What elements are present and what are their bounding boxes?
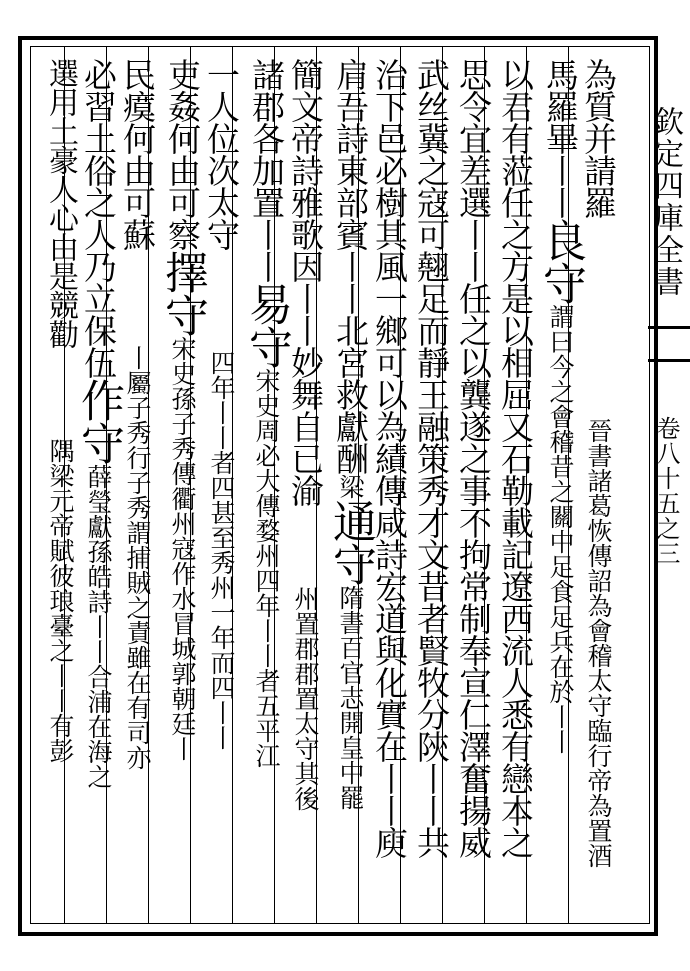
entry-heading: 良 — [535, 218, 586, 261]
annotation-text: 隅梁元帝賦彼琅臺之丨丨有彭 — [46, 438, 75, 763]
page-margin — [648, 36, 690, 936]
annotation-text: 隋書百官志開皇中罷 — [336, 585, 365, 810]
text-column-9 — [241, 58, 292, 768]
annotation-text: 宋史孫子秀傳衢州寇作水冒城郭朝廷丨 — [168, 336, 197, 761]
annotation-text: 謂曰今之會稽昔之關中足食足兵在於丨丨 — [546, 304, 575, 754]
column-text: 治下邑必樹其風一鄉可以為績傳咸詩宏道與化實在丨丨庾 — [370, 58, 409, 858]
annotation-text: 宋史周必大傳婺州四年丨丨者五平江 — [252, 368, 281, 768]
fishtail-mark — [648, 326, 690, 362]
text-column-6 — [369, 58, 409, 858]
column-text: 馬羅畢丨丨 — [541, 58, 580, 218]
volume-label: 卷八十五之三 — [652, 416, 680, 566]
entry-heading: 通 — [325, 499, 376, 542]
column-text: 選用土豪人心由是競勸 — [43, 58, 78, 348]
text-column-7 — [325, 58, 376, 810]
annotation-text: 州置郡郡置太守其後 — [291, 586, 320, 811]
entry-heading: 守 — [325, 542, 376, 585]
column-text: 吏姦何由可察 — [163, 58, 202, 250]
column-text: 為質并請羅 — [579, 58, 618, 218]
column-text: 一人位次太守 — [202, 58, 241, 250]
column-text: 必習土俗之人乃立保伍 — [79, 58, 118, 378]
annotation-text: 丨屬子秀行子秀謂捕賊之責雖在有司亦 — [123, 345, 152, 770]
text-column-1 — [578, 58, 618, 868]
text-column-2 — [535, 58, 586, 754]
text-column-13 — [73, 58, 124, 789]
text-column-4 — [453, 58, 493, 858]
annotation-text: 四年丨丨者四甚至秀州一年而四丨丨 — [207, 350, 236, 750]
book-title: 欽定四庫全書 — [648, 106, 683, 298]
entry-heading: 守 — [157, 293, 208, 336]
text-column-10 — [201, 58, 241, 750]
column-text: 簡文帝詩雅歌因丨丨妙舞自已渝 — [286, 58, 325, 506]
column-text: 肩吾詩東部賓丨丨北宮救獻酬 — [331, 58, 370, 474]
text-column-8 — [285, 58, 325, 811]
entry-heading: 守 — [73, 421, 124, 464]
annotation-text: 薛瑩獻孫皓詩丨丨合浦在海之 — [84, 464, 113, 789]
entry-heading: 擇 — [157, 250, 208, 293]
entry-heading: 守 — [241, 325, 292, 368]
column-text: 諸郡各加置丨丨 — [247, 58, 286, 282]
column-text: 武丝冀之寇可翹足而靜王融策秀才文昔者賢牧分陝丨丨共 — [412, 58, 451, 858]
column-text: 思令宜差選丨丨任之以龔遂之事不拘常制奉宣仁澤奮揚威 — [454, 58, 493, 858]
column-text: 民瘼何由可蘇 — [118, 58, 157, 250]
entry-heading: 作 — [73, 378, 124, 421]
entry-heading: 守 — [535, 261, 586, 304]
annotation-text: 梁 — [336, 474, 365, 499]
annotation-text: 晉書諸葛恢傳詔為會稽太守臨行帝為置酒 — [584, 418, 613, 868]
text-column-14 — [40, 58, 80, 763]
entry-heading: 易 — [241, 282, 292, 325]
column-text: 以君有蒞任之方是以相屈又石勒載記遼西流人悉有戀本之 — [496, 58, 535, 858]
text-column-11 — [157, 58, 208, 761]
text-column-5 — [411, 58, 451, 858]
text-column-3 — [495, 58, 535, 858]
